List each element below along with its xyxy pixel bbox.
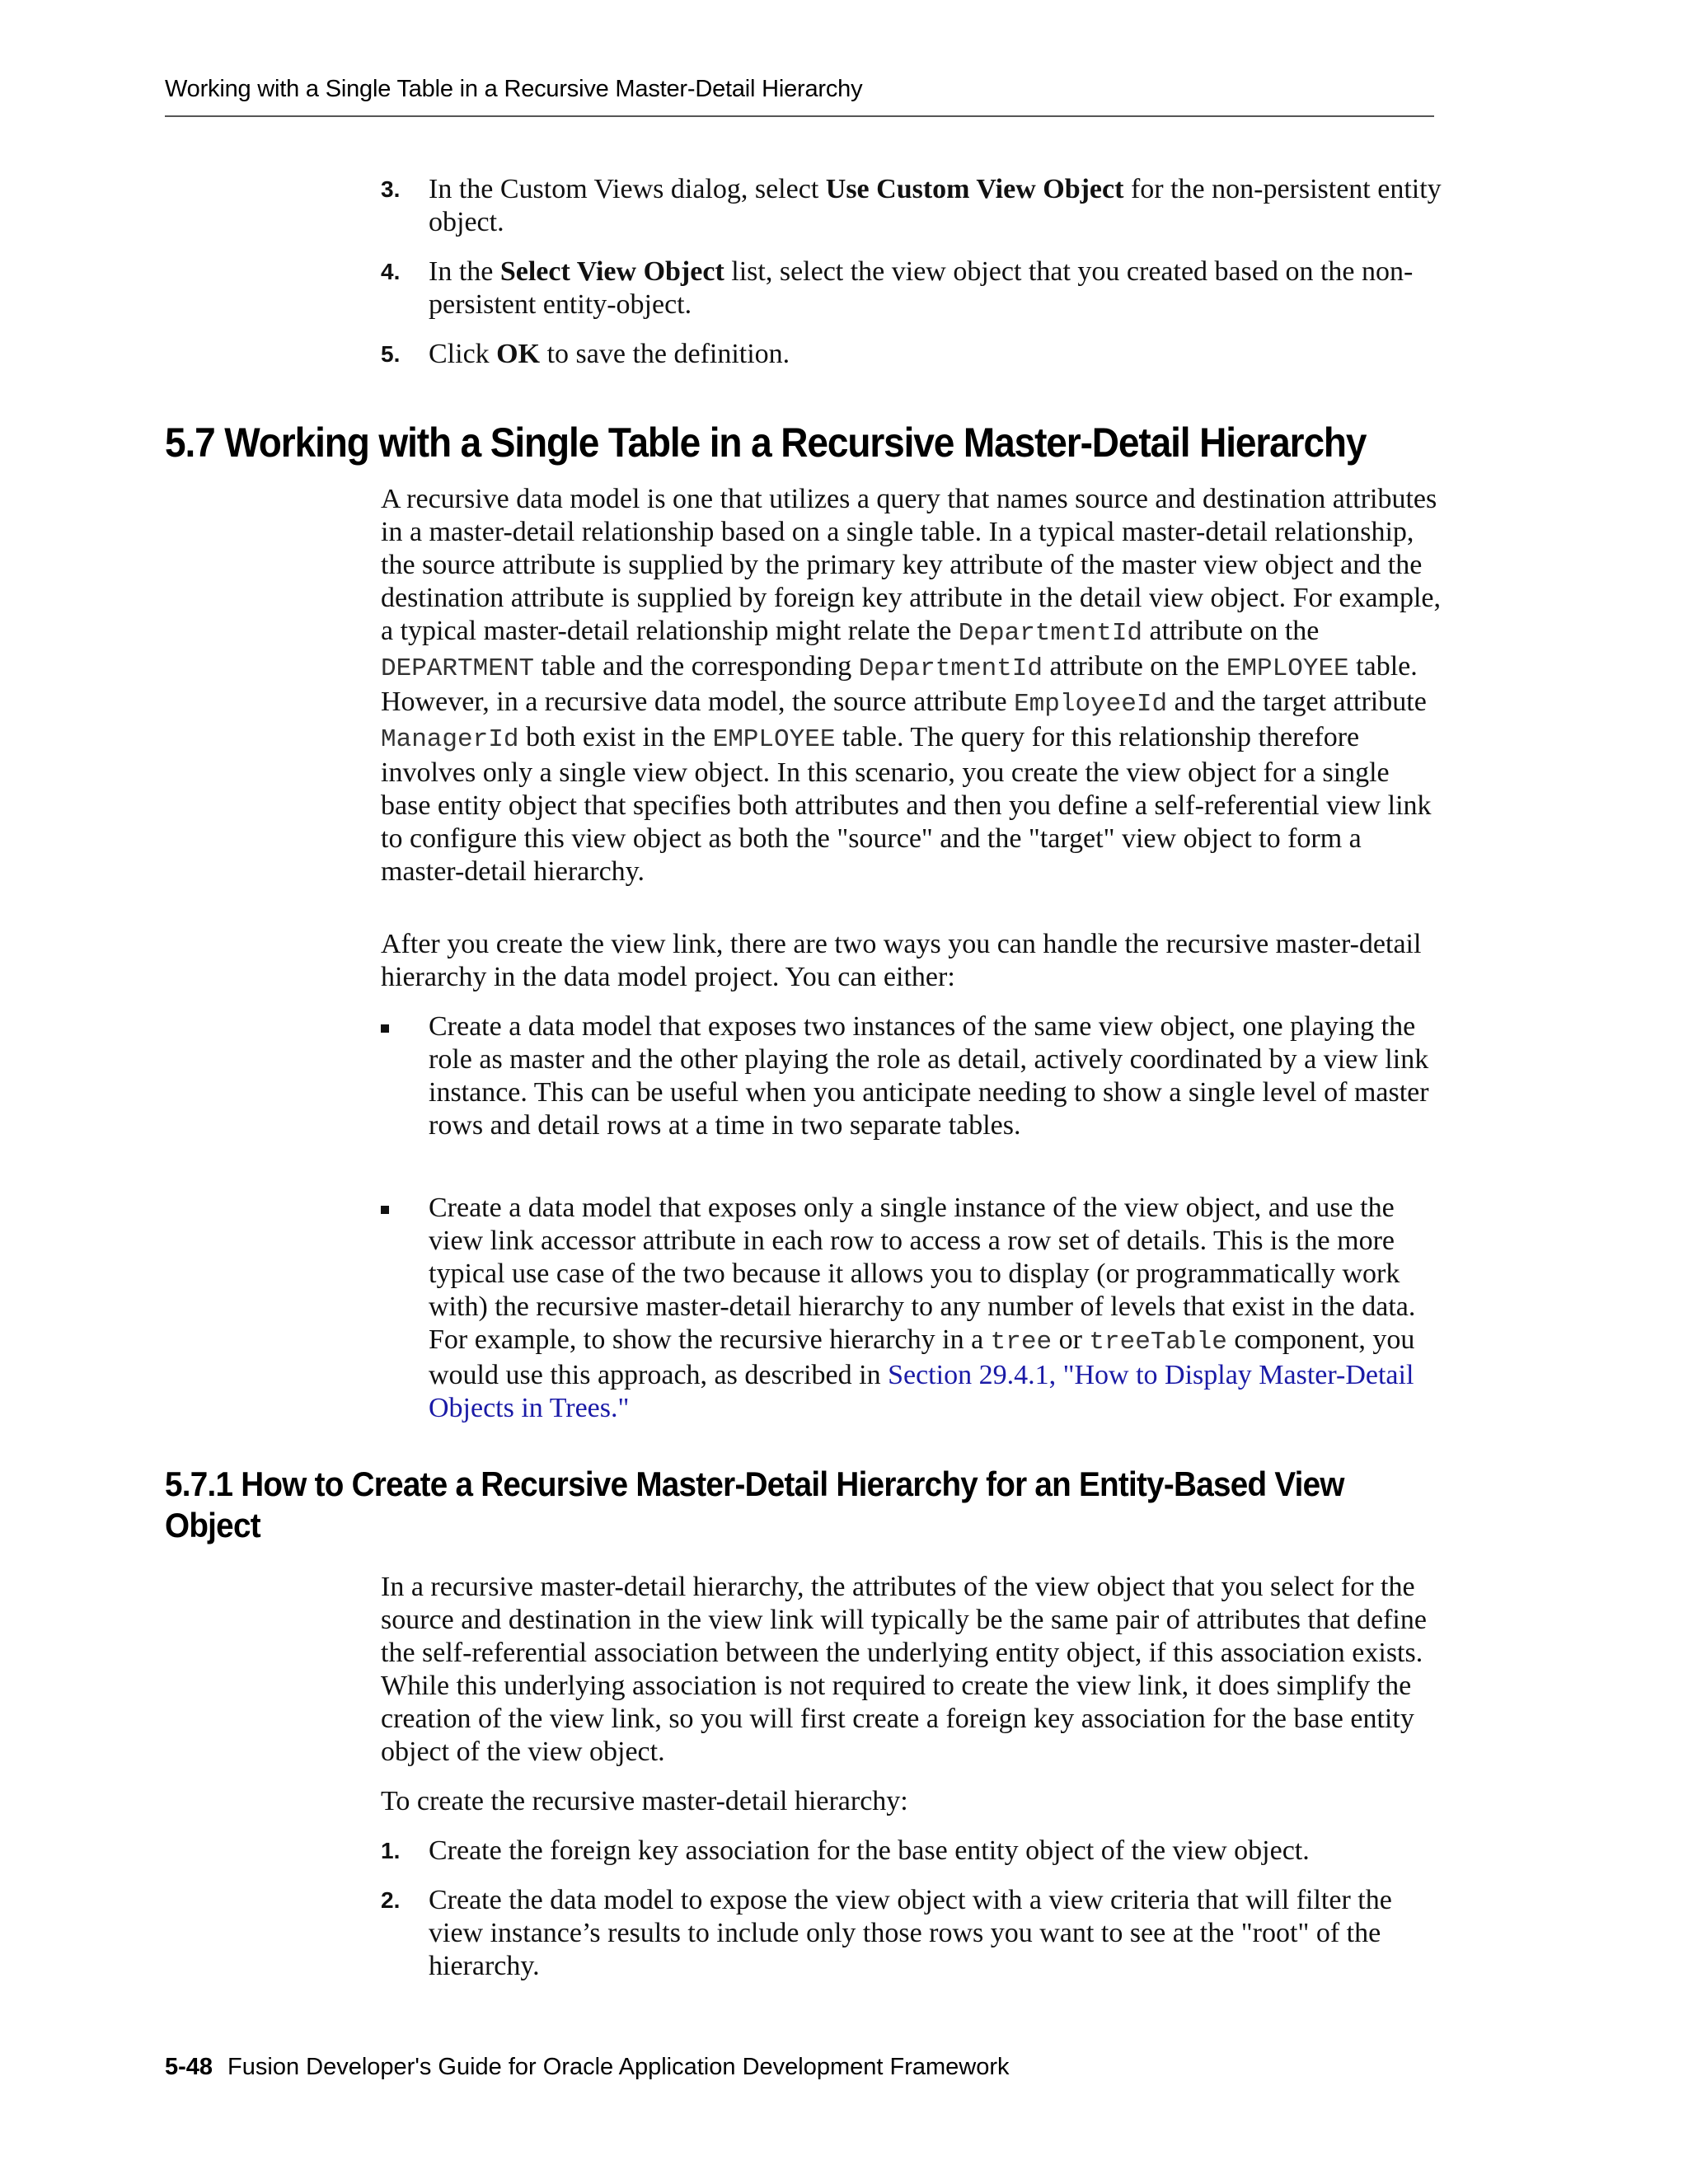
procedure-intro: To create the recursive master-detail hierarchy:: [381, 1786, 908, 1816]
cross-reference-link[interactable]: Section 29.4.1, "How to Display Master-Detail Objects in Trees.": [429, 1360, 1414, 1423]
step-text: In the Select View Object list, select the view object that you created based on the non-persistent entity-object.: [429, 256, 1414, 320]
section-paragraph: After you create the view link, there are two ways you can handle the recursive master-detail hierarchy in the data model project. You can either:: [381, 929, 1422, 992]
header-divider: [165, 115, 1434, 117]
step-number: 3.: [381, 176, 401, 202]
page-number: 5-48: [165, 2054, 213, 2080]
bullet-marker: [381, 1024, 389, 1033]
book-title: Fusion Developer's Guide for Oracle Application Development Framework: [227, 2054, 1010, 2080]
bullet-text: Create a data model that exposes two instances of the same view object, one playing the role as master and the other playing the role as detail, actively coordinated by a view link instance. This can be useful when you anticipate needing to show a single level of master rows and detail rows at a time in two separate tables.: [429, 1011, 1429, 1141]
step-text: Create the foreign key association for the base entity object of the view object.: [429, 1835, 1310, 1866]
step-text: In the Custom Views dialog, select Use Custom View Object for the non-persistent entity object.: [429, 174, 1442, 237]
bullet-marker: [381, 1206, 389, 1214]
step-number: 4.: [381, 259, 401, 284]
bullet-text: Create a data model that exposes only a single instance of the view object, and use the view link accessor attribute in each row to access a row set of details. This is the more typical use case of the two because it allows you to display (or programmatically work with) the recursive master-detail hierarchy to any number of levels that exist in the data. For example, to show the recursive hierarchy in a tree or treeTable component, you would use this approach, as described in Section 29.4.1, "How to Display Master-Detail Objects in Trees.": [429, 1193, 1416, 1423]
step-number: 2.: [381, 1887, 401, 1913]
section-paragraph: A recursive data model is one that utilizes a query that names source and destination attributes in a master-detail relationship based on a single table. In a typical master-detail relationship, the source attribute is supplied by the primary key attribute of the master view object and the destination attribute is supplied by foreign key attribute in the detail view object. For example, a typical master-detail relationship might relate the DepartmentId attribute on the DEPARTMENT table and the corresponding DepartmentId attribute on the EMPLOYEE table. However, in a recursive data model, the source attribute EmployeeId and the target attribute ManagerId both exist in the EMPLOYEE table. The query for this relationship therefore involves only a single view object. In this scenario, you create the view object for a single base entity object that specifies both attributes and then you define a self-referential view link to configure this view object as both the "source" and the "target" view object to form a master-detail hierarchy.: [381, 484, 1442, 887]
section-heading: 5.7 Working with a Single Table in a Recursive Master-Detail Hierarchy: [165, 419, 1367, 466]
step-text: Create the data model to expose the view object with a view criteria that will filter the view instance’s results to include only those rows you want to see at the "root" of the hierarchy.: [429, 1885, 1392, 1981]
page-footer: [165, 2054, 1010, 2081]
step-text: Click OK to save the definition.: [429, 339, 790, 369]
step-number: 1.: [381, 1838, 401, 1863]
subsection-paragraph: In a recursive master-detail hierarchy, the attributes of the view object that you select for the source and destination in the view link will typically be the same pair of attributes that define the self-referential association between the underlying entity object, if this association exists. While this underlying association is not required to create the view link, it does simplify the creation of the view link, so you will first create a foreign key association for the base entity object of the view object.: [381, 1572, 1427, 1767]
step-number: 5.: [381, 341, 401, 367]
running-header: Working with a Single Table in a Recursive Master-Detail Hierarchy: [165, 76, 863, 102]
subsection-heading: 5.7.1 How to Create a Recursive Master-Detail Hierarchy for an Entity-Based View Object: [165, 1465, 1344, 1544]
